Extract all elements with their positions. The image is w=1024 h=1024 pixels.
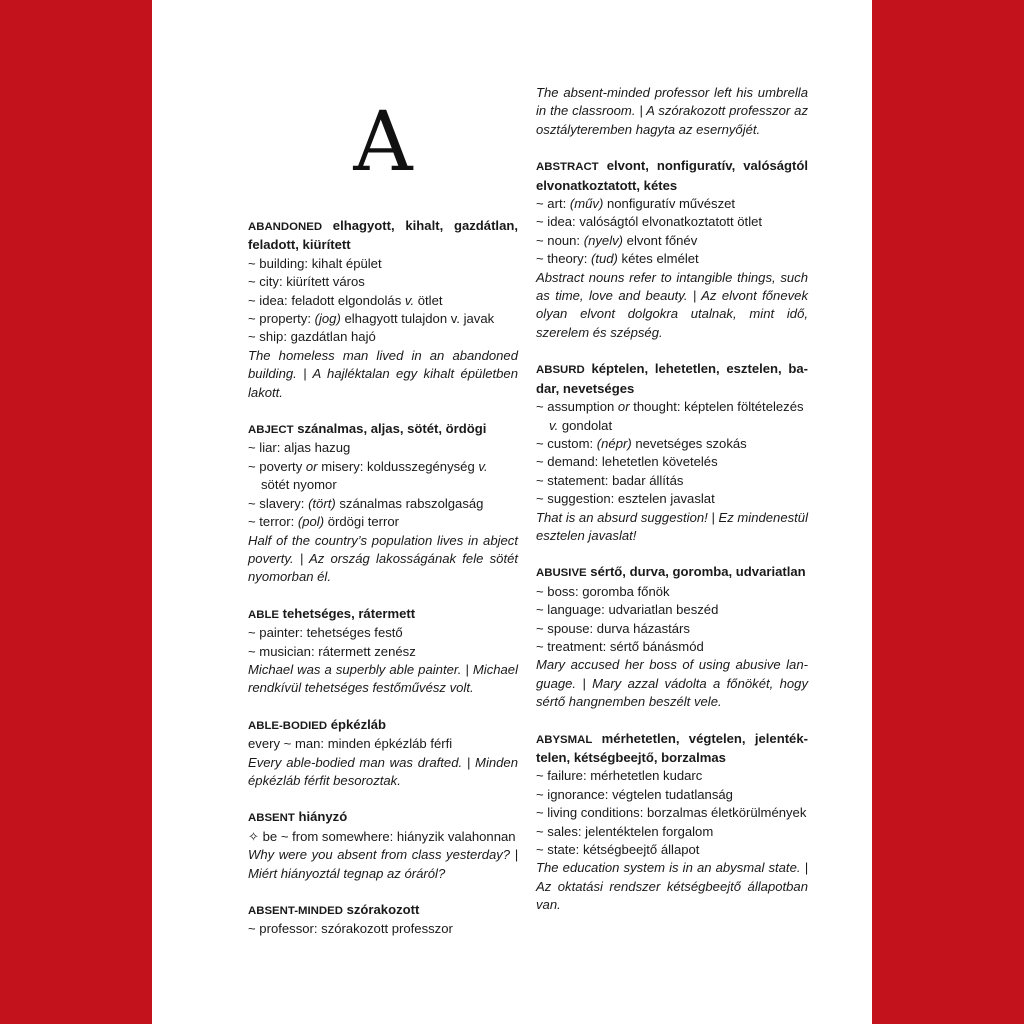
phrase-text: elvont főnév <box>626 232 698 248</box>
phrase-marker: ~ <box>536 196 544 212</box>
phrase-marker: ~ <box>248 292 256 308</box>
dictionary-entry <box>536 360 808 545</box>
dictionary-entry <box>536 157 808 342</box>
phrase-line <box>536 601 808 619</box>
translation: sértő, durva, goromba, udvariatlan <box>590 564 806 580</box>
entry-head <box>248 901 518 920</box>
phrase-label: (pol) <box>297 514 325 530</box>
phrase-marker: ✧ <box>248 828 259 844</box>
entry-head <box>248 605 518 624</box>
phrase-marker: ~ <box>536 214 544 230</box>
translation: épkézláb <box>330 716 387 732</box>
phrase-text: property: <box>259 311 311 327</box>
phrase-line <box>248 735 518 753</box>
phrase-marker: ~ <box>248 440 256 456</box>
phrase-line <box>248 328 518 346</box>
entry-head <box>248 808 518 827</box>
phrase-label: (nyelv) <box>583 232 624 248</box>
phrase-marker: ~ <box>536 251 544 267</box>
headword: ABSENT-MINDED <box>248 905 343 917</box>
phrase-line <box>248 920 518 938</box>
phrase-text: ötlet <box>417 292 443 308</box>
phrase-text: building: kihalt épület <box>259 255 382 271</box>
phrase-text: state: kétségbeejtő állapot <box>547 842 700 858</box>
phrase-line <box>536 841 808 859</box>
dictionary-entry <box>248 420 518 587</box>
example-sentence: Abstract nouns refer to intangible things, such as time, love and beauty. | Az elvont főnevek olyan elvont dolgokra utalnak, mint idő, szerelem és szépség. <box>536 269 808 340</box>
phrase-line <box>536 232 808 250</box>
example-sentence: Mary accused her boss of using abusive language. | Mary azzal vádolta a főnökét, hogy sértő hangnemben beszélt vele. <box>536 657 808 710</box>
headword: ABSTRACT <box>536 161 599 174</box>
example-sentence: Half of the country’s population lives in abject poverty. | Az ország lakosságának fele sötét nyomorban él. <box>248 532 518 585</box>
phrase-text: city: kiürített város <box>259 274 365 290</box>
phrase-line <box>536 435 808 453</box>
continued-example: The absent-minded professor left his umbrella in the classroom. | A szórakozott professzor az osztályteremben hagyta az esernyőjét. <box>536 85 808 137</box>
phrase-label: (tud) <box>590 251 618 267</box>
entry-head <box>536 730 808 768</box>
phrase-marker: ~ <box>248 514 256 530</box>
phrase-text: theory: <box>547 251 588 267</box>
phrase-text: nevetséges szokás <box>635 435 747 451</box>
phrase-line <box>536 490 808 508</box>
phrase-line <box>536 767 808 785</box>
headword: ABUSIVE <box>536 567 587 580</box>
phrase-label: or <box>617 399 630 415</box>
phrase-text: misery: koldusszegénység <box>321 458 475 474</box>
phrase-marker: ~ <box>536 454 544 470</box>
phrase-line <box>536 213 808 231</box>
phrase-text: be ~ from somewhere: hiányzik valahonnan <box>262 828 516 844</box>
phrase-marker: ~ <box>248 255 256 271</box>
phrase-line <box>536 453 808 471</box>
phrase-text: art: <box>547 196 567 212</box>
phrase-marker: ~ <box>248 921 256 937</box>
headword: ABJECT <box>248 424 294 437</box>
translation: elvont, nonfiguratív, valóságtól elvonatkoztatott, kétes <box>536 158 809 193</box>
phrase-marker: ~ <box>536 842 544 858</box>
phrase-marker: ~ <box>248 458 256 474</box>
phrase-label: v. <box>549 417 559 433</box>
phrase-marker: ~ <box>536 620 544 636</box>
entry-head <box>536 360 808 398</box>
translation: tehetséges, rátermett <box>282 605 416 621</box>
phrase-line <box>248 292 518 310</box>
phrase-marker: ~ <box>536 435 544 451</box>
phrase-marker: ~ <box>536 399 544 415</box>
section-letter: A <box>353 95 413 190</box>
example-sentence: Michael was a superbly able painter. | Michael rendkívül tehetséges festőművész volt. <box>248 661 518 696</box>
phrase-text: boss: goromba főnök <box>547 583 670 599</box>
phrase-text: ördögi terror <box>327 514 400 530</box>
phrase-text: gondolat <box>561 417 613 433</box>
phrase-line <box>248 495 518 513</box>
entry-head <box>248 716 518 735</box>
dictionary-entry <box>248 808 518 883</box>
phrase-marker: ~ <box>536 583 544 599</box>
phrase-text: failure: mérhetetlen kudarc <box>547 768 703 784</box>
phrase-text: poverty <box>259 458 303 474</box>
dictionary-entry <box>248 901 518 939</box>
phrase-text: ship: gazdátlan hajó <box>259 329 376 345</box>
phrase-line <box>536 583 808 601</box>
headword: ABLE <box>248 608 280 621</box>
phrase-marker: ~ <box>536 472 544 488</box>
phrase-text: statement: badar állítás <box>547 472 684 488</box>
headword: ABLE-BODIED <box>248 719 328 732</box>
phrase-label: (jog) <box>314 311 341 327</box>
phrase-text: assumption <box>547 399 615 415</box>
entry-head <box>536 157 808 195</box>
headword: ABSENT <box>248 812 295 825</box>
phrase-text: suggestion: esztelen javaslat <box>547 491 715 507</box>
phrase-line <box>248 643 518 661</box>
phrase-text: treatment: sértő bánásmód <box>547 638 704 654</box>
dictionary-entry <box>248 217 518 402</box>
phrase-label: (tört) <box>308 495 336 511</box>
entry-head <box>248 217 518 255</box>
example-sentence: The education system is in an abysmal state. | Az oktatási rendszer kétségbeejtő állapotban van. <box>536 860 808 913</box>
phrase-marker: ~ <box>536 638 544 654</box>
phrase-marker: ~ <box>536 491 544 507</box>
phrase-line <box>248 273 518 291</box>
phrase-marker: ~ <box>248 625 256 641</box>
phrase-text: noun: <box>547 232 581 248</box>
phrase-text: language: udvariatlan beszéd <box>547 602 719 618</box>
dictionary-entry <box>536 730 808 915</box>
phrase-line <box>536 398 808 435</box>
phrase-marker: ~ <box>536 602 544 618</box>
example-sentence: The homeless man lived in an abandoned building. | A hajléktalan egy kihalt épületben lakott. <box>248 347 518 400</box>
phrase-line <box>536 638 808 656</box>
headword: ABANDONED <box>248 221 323 233</box>
phrase-text: ignorance: végtelen tudatlanság <box>547 786 733 802</box>
translation: hiányzó <box>298 809 348 825</box>
phrase-line <box>536 786 808 804</box>
phrase-line <box>248 458 518 495</box>
example-sentence: That is an absurd suggestion! | Ez mindenestül esztelen javaslat! <box>536 509 808 543</box>
phrase-marker: ~ <box>536 805 544 821</box>
left-column <box>248 217 518 939</box>
phrase-text: sötét nyomor <box>261 477 337 493</box>
phrase-line <box>248 255 518 273</box>
phrase-text: spouse: durva házastárs <box>547 620 690 636</box>
phrase-text: custom: <box>547 435 594 451</box>
phrase-label: or <box>305 458 318 474</box>
phrase-marker: ~ <box>248 311 256 327</box>
entry-head <box>248 420 518 439</box>
phrase-line <box>248 624 518 642</box>
phrase-marker: ~ <box>536 786 544 802</box>
phrase-line <box>248 439 518 457</box>
phrase-text: slavery: <box>259 495 305 511</box>
phrase-text: thought: képtelen föltételezés <box>633 399 804 415</box>
phrase-marker: ~ <box>248 643 256 659</box>
translation: képtelen, lehetetlen, esztelen, badar, nevetséges <box>536 361 809 396</box>
example-sentence: Why were you absent from class yesterday? | Miért hiányoztál tegnap az óráról? <box>248 847 518 881</box>
example-sentence: Every able-bodied man was drafted. | Minden épkézláb férfit besoroztak. <box>248 754 518 788</box>
phrase-marker: ~ <box>536 232 544 248</box>
phrase-line <box>248 310 518 328</box>
phrase-text: szánalmas rabszolgaság <box>339 495 484 511</box>
entry-head <box>536 563 808 582</box>
phrase-text: nonfiguratív művészet <box>606 196 736 212</box>
phrase-line <box>536 620 808 638</box>
phrase-marker: ~ <box>248 274 256 290</box>
translation: mérhetetlen, végtelen, jelentéktelen, kétségbeejtő, borzalmas <box>536 730 808 765</box>
phrase-marker: ~ <box>536 768 544 784</box>
phrase-label: v. <box>478 458 488 474</box>
phrase-text: elhagyott tulajdon v. javak <box>344 311 495 327</box>
phrase-line <box>536 804 808 822</box>
phrase-text: demand: lehetetlen követelés <box>547 454 718 470</box>
right-column <box>536 84 808 915</box>
phrase-text: kétes elmélet <box>621 251 699 267</box>
phrase-text: terror: <box>259 514 295 530</box>
phrase-text: painter: tehetséges festő <box>259 625 403 641</box>
phrase-line <box>536 195 808 213</box>
phrase-text: sales: jelentéktelen forgalom <box>547 823 714 839</box>
phrase-text: idea: valóságtól elvonatkoztatott ötlet <box>547 214 763 230</box>
phrase-text: every ~ man: minden épkézláb férfi <box>248 736 453 752</box>
headword: ABYSMAL <box>536 733 593 746</box>
phrase-line <box>536 250 808 268</box>
phrase-line <box>536 823 808 841</box>
translation: szánalmas, aljas, sötét, ördögi <box>297 421 487 437</box>
phrase-text: professor: szórakozott professzor <box>259 921 453 937</box>
translation: szórakozott <box>346 902 420 917</box>
dictionary-entry <box>536 563 808 711</box>
phrase-label: v. <box>404 292 415 308</box>
phrase-line <box>248 828 518 846</box>
phrase-marker: ~ <box>248 495 256 511</box>
dictionary-entry <box>248 605 518 698</box>
phrase-marker: ~ <box>536 823 544 839</box>
phrase-marker: ~ <box>248 329 256 345</box>
phrase-text: musician: rátermett zenész <box>259 643 416 659</box>
phrase-text: living conditions: borzalmas életkörülmények <box>547 805 807 821</box>
phrase-label: (műv) <box>569 196 604 212</box>
phrase-text: liar: aljas hazug <box>259 440 351 456</box>
translation: elhagyott, kihalt, gazdátlan, feladott, kiürített <box>248 218 518 253</box>
phrase-line <box>536 472 808 490</box>
phrase-text: idea: feladott elgondolás <box>259 292 402 308</box>
dictionary-entry <box>248 716 518 791</box>
headword: ABSURD <box>536 364 585 377</box>
phrase-line <box>248 513 518 531</box>
phrase-label: (népr) <box>596 435 632 451</box>
